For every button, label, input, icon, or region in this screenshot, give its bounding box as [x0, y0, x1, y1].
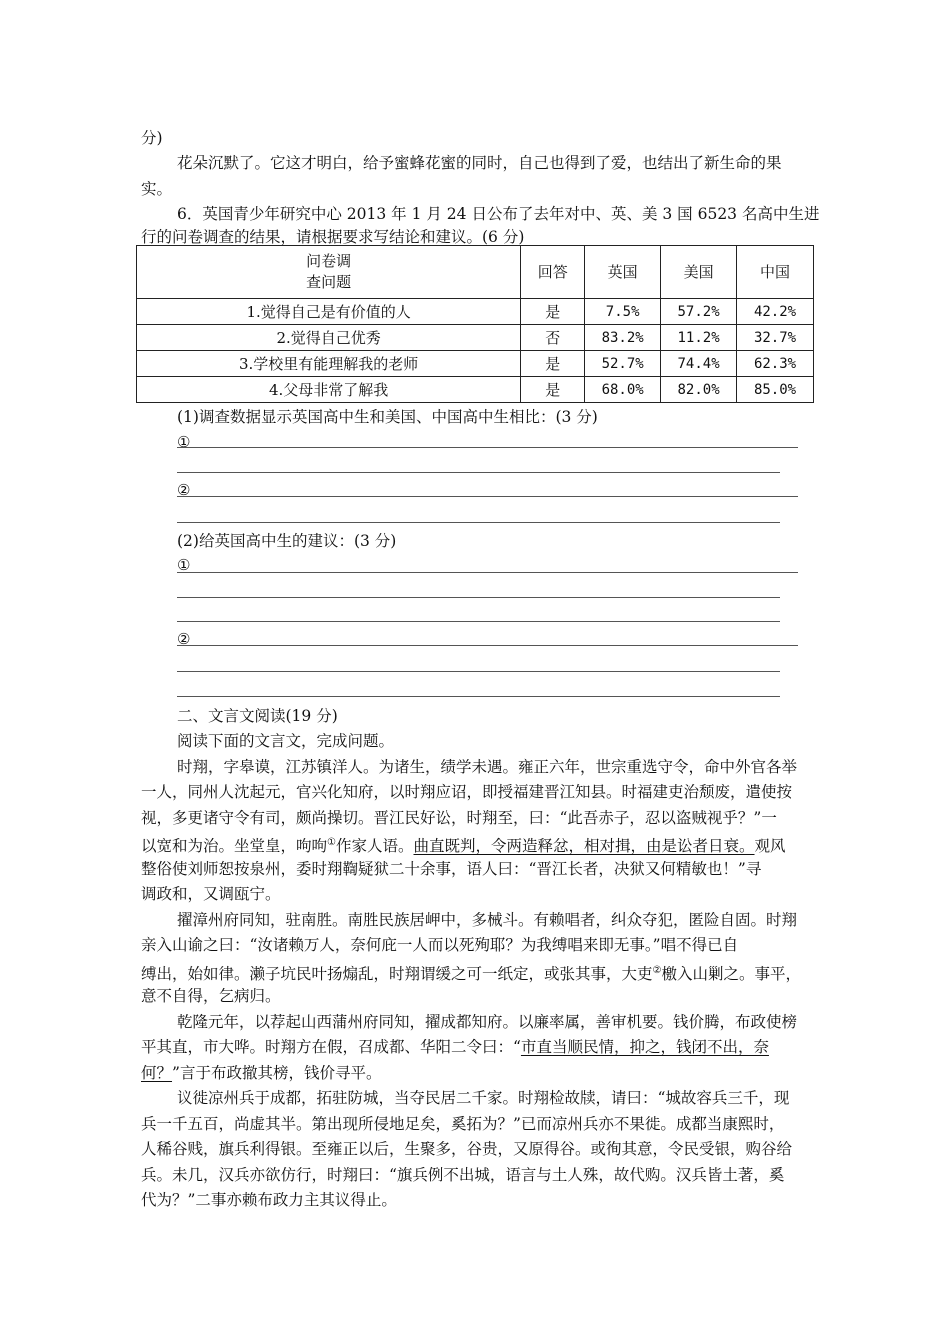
- passage-line: 调政和，又调瓯宁。: [141, 885, 281, 903]
- passage-line: 议徙凉州兵于成都，拓驻防城，当夺民居二千家。时翔检故牍，请曰：“城故容兵三千，现: [177, 1089, 790, 1107]
- answer-line[interactable]: [177, 447, 798, 448]
- cell-uk: 83.2%: [585, 325, 661, 351]
- passage-line: 乾隆元年，以荐起山西蒲州府同知，擢成都知府。以廉率属，善审机要。钱价腾，布政使榜: [177, 1013, 798, 1031]
- passage-line: 意不自得，乞病归。: [141, 987, 281, 1005]
- survey-table: [136, 245, 814, 403]
- passage-line: 缚出，始如律。濑子坑民叶扬煽乱，时翔谓缓之可一纸定，或张其事，大吏②檄入山剿之。事平，: [141, 965, 801, 984]
- cell-us: 11.2%: [661, 325, 737, 351]
- question-6-line: 6．英国青少年研究中心 2013 年 1 月 24 日公布了去年对中、英、美 3 国 6523 名高中生进: [177, 205, 820, 223]
- passage-line: 视，多更诸守令有司，颇尚操切。晋江民好讼，时翔至，曰：“此吾赤子，忍以盗贼视乎？”一: [141, 809, 777, 827]
- table-row: [137, 299, 814, 325]
- passage-line: 花朵沉默了。它这才明白，给予蜜蜂花蜜的同时，自己也得到了爱，也结出了新生命的果: [177, 154, 782, 172]
- table-row: [137, 377, 814, 403]
- passage-line: 亲入山谕之曰：“汝诸赖万人，奈何庇一人而以死殉耶？为我缚唱来即无事。”唱不得已自: [141, 936, 739, 954]
- underlined-sentence: 何？: [141, 1064, 173, 1082]
- cell-cn: 32.7%: [737, 325, 814, 351]
- answer-line[interactable]: [177, 696, 780, 697]
- passage-line: 何？”言于布政撤其榜，钱价寻平。: [141, 1064, 382, 1082]
- passage-line: 兵一千五百，尚虚其半。第出现所侵地足矣，奚拓为？”已而凉州兵亦不果徙。成都当康熙时，: [141, 1115, 785, 1133]
- answer-line[interactable]: [177, 597, 780, 598]
- cell-question: 1.觉得自己是有价值的人: [137, 299, 521, 325]
- underlined-sentence: 市直当顺民情，抑之，钱闭不出，奈: [520, 1038, 769, 1056]
- cell-cn: 85.0%: [737, 377, 814, 403]
- header-uk: 英国: [585, 246, 661, 299]
- passage-line: 整俗使刘师恕按泉州，委时翔鞫疑狱二十余事，语人曰：“晋江长者，决狱又何精敏也！”寻: [141, 860, 762, 878]
- passage-line: 人稀谷贱，旗兵利得银。至雍正以后，生聚多，谷贵，又原得谷。或徇其意，令民受银，购谷给: [141, 1140, 793, 1158]
- section-instruction: 阅读下面的文言文，完成问题。: [177, 732, 395, 750]
- question-6-line: 行的问卷调查的结果，请根据要求写结论和建议。(6 分): [141, 228, 525, 246]
- cell-us: 82.0%: [661, 377, 737, 403]
- cell-answer: 是: [521, 377, 585, 403]
- cell-question: 4.父母非常了解我: [137, 377, 521, 403]
- answer-line[interactable]: [177, 572, 798, 573]
- passage-line: 以宽和为治。坐堂皇，呴呴①作家人语。曲直既判，令两造释忿，相对揖，由是讼者日衰。观风: [141, 837, 786, 856]
- cell-question: 3.学校里有能理解我的老师: [137, 351, 521, 377]
- header-us: 美国: [661, 246, 737, 299]
- cell-answer: 是: [521, 351, 585, 377]
- cell-cn: 62.3%: [737, 351, 814, 377]
- table-row: [137, 351, 814, 377]
- footnote-marker: ①: [327, 837, 336, 848]
- cell-us: 57.2%: [661, 299, 737, 325]
- circled-number-1: ①: [177, 556, 191, 574]
- sub-question-1-prompt: (1)调查数据显示英国高中生和美国、中国高中生相比：(3 分): [177, 408, 598, 426]
- cell-cn: 42.2%: [737, 299, 814, 325]
- table-header-row: [137, 246, 814, 299]
- passage-line: 时翔，字皋谟，江苏镇洋人。为诸生，绩学未遇。雍正六年，世宗重选守令，命中外官各举: [177, 758, 798, 776]
- header-answer: 回答: [521, 246, 585, 299]
- passage-line: 平其直，市大哗。时翔方在假，召成都、华阳二令曰：“市直当顺民情，抑之，钱闭不出，奈: [141, 1038, 769, 1056]
- circled-number-2: ②: [177, 481, 191, 499]
- passage-line: 实。: [141, 180, 173, 198]
- circled-number-2: ②: [177, 630, 191, 648]
- answer-line[interactable]: [177, 496, 798, 497]
- passage-line: 代为？”二事亦赖布政力主其议得止。: [141, 1191, 397, 1209]
- answer-line[interactable]: [177, 621, 780, 622]
- cell-answer: 是: [521, 299, 585, 325]
- underlined-sentence: 曲直既判，令两造释忿，相对揖，由是讼者日衰。: [413, 837, 755, 856]
- cell-us: 74.4%: [661, 351, 737, 377]
- answer-line[interactable]: [177, 645, 798, 646]
- passage-line: 擢漳州府同知，驻南胜。南胜民族居岬中，多械斗。有赖唱者，纠众夺犯，匿险自固。时翔: [177, 911, 798, 929]
- passage-line: 兵。未几，汉兵亦欲仿行，时翔曰：“旗兵例不出城，语言与土人殊，故代购。汉兵皆土著，奚: [141, 1166, 785, 1184]
- section-title: 二、文言文阅读(19 分): [177, 707, 338, 725]
- answer-line[interactable]: [177, 671, 780, 672]
- cell-answer: 否: [521, 325, 585, 351]
- cell-question: 2.觉得自己优秀: [137, 325, 521, 351]
- cell-uk: 68.0%: [585, 377, 661, 403]
- table-row: [137, 325, 814, 351]
- cell-uk: 7.5%: [585, 299, 661, 325]
- sub-question-2-prompt: (2)给英国高中生的建议：(3 分): [177, 532, 397, 550]
- cell-uk: 52.7%: [585, 351, 661, 377]
- prev-question-fragment: 分): [141, 129, 163, 147]
- answer-line[interactable]: [177, 472, 780, 473]
- circled-number-1: ①: [177, 433, 191, 451]
- passage-line: 一人，同州人沈起元，官兴化知府，以时翔应诏，即授福建晋江知县。时福建吏治颓废，遣使按: [141, 783, 793, 801]
- footnote-marker: ②: [652, 965, 662, 976]
- header-cn: 中国: [737, 246, 814, 299]
- header-question: 问卷调 查问题: [137, 246, 521, 299]
- answer-line[interactable]: [177, 522, 780, 523]
